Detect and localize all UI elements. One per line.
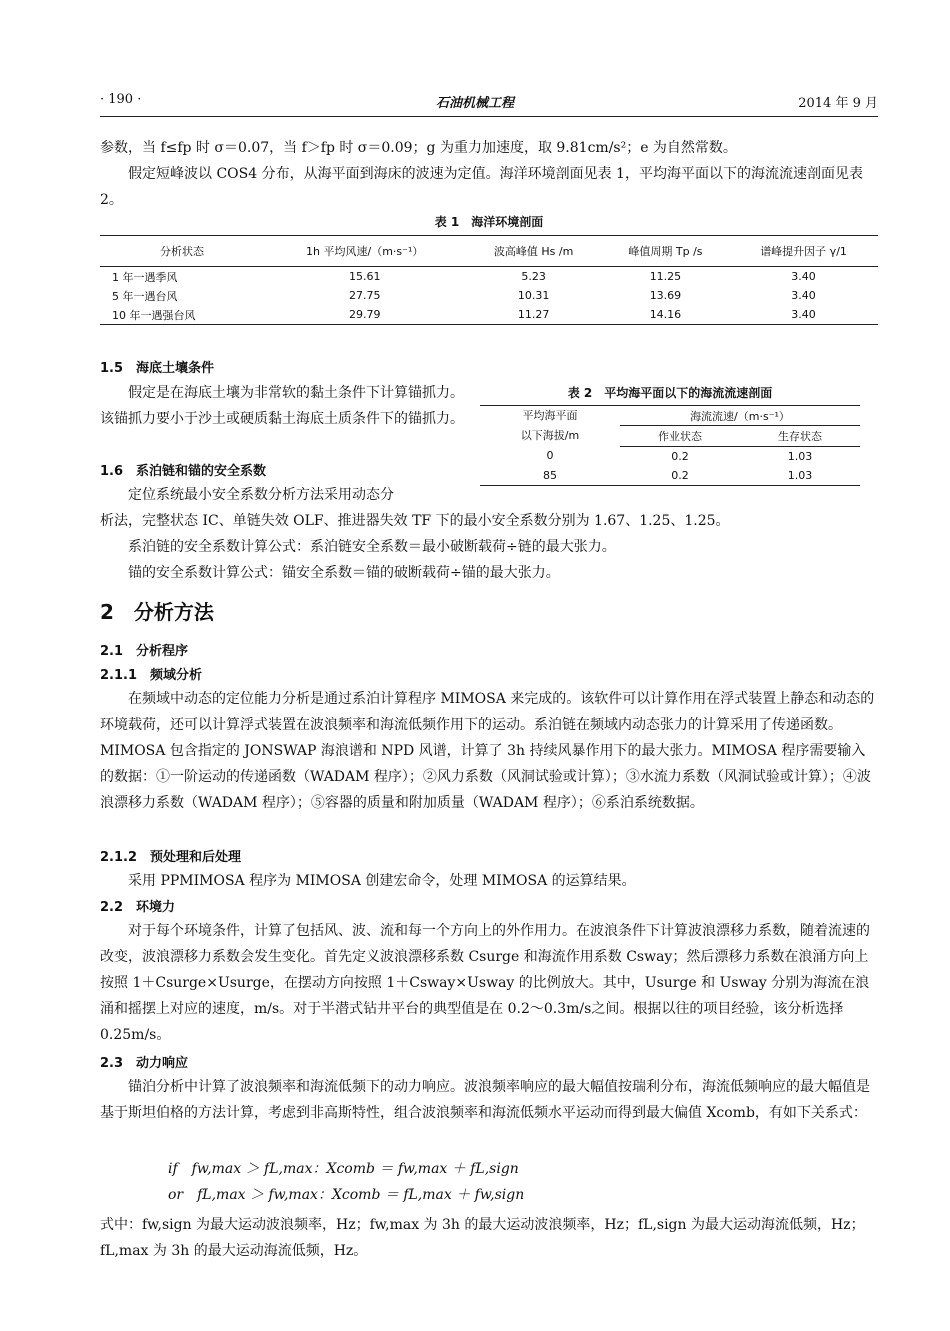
section-1-6-text-start: 定位系统最小安全系数分析方法采用动态分 — [128, 487, 394, 503]
section-2-1-1-title: 2.1.1 频域分析 — [100, 668, 203, 683]
section-2-3-text: 锚泊分析中计算了波浪频率和海流低频下的动力响应。波浪频率响应的最大幅值按瑞利分布，海流低频响应的最大幅值是基于斯坦伯格的方法计算，考虑到非高斯特性，组合波浪频率和海流低频水平运动而得到最大偏值 Xcomb，有如下关系式： — [100, 1079, 870, 1121]
chain-safety-formula: 系泊链的安全系数计算公式：系泊链安全系数＝最小破断载荷÷链的最大张力。 — [128, 539, 616, 555]
table1-cell: 3.40 — [791, 270, 816, 283]
table2-cell: 0 — [546, 449, 554, 463]
table2-cell: 0.2 — [671, 468, 689, 482]
table1-cell: 15.61 — [348, 270, 381, 283]
table1-cell: 10.31 — [517, 289, 550, 302]
table1-cell: 13.69 — [649, 289, 682, 302]
table2-cell: 85 — [543, 468, 557, 482]
table2-cell: 1.03 — [787, 449, 813, 463]
table1-cell: 14.16 — [649, 308, 682, 321]
table-row — [100, 305, 878, 325]
table-row — [480, 466, 860, 486]
section-1-5-text: 假定是在海底土壤为非常软的黏土条件下计算锚抓力。该锚抓力要小于沙土或硬质黏土海底土质条件下的锚抓力。 — [100, 385, 464, 427]
issue-date: 2014 年 9 月 — [798, 96, 878, 111]
section-2-2-text: 对于每个环境条件，计算了包括风、波、流和每一个方向上的外作用力。在波浪条件下计算波浪漂移力系数，随着流速的改变，波浪漂移力系数会发生变化。首先定义波浪漂移系数 Csurge 和海流作用系数 Csway；然后漂移力系数在浪涌方向上按照 1＋Csurge×Usurge，在摆动方向按照 1＋Csway×Usway 的比例放大。其中，Usurge 和 Usway 分别为海流在浪涌和摇摆上对应的速度，m/s。对于半潜式钻井平台的典型值是在 0.2～0.3m/s之间。根据以往的项目经验，该分析选择 0.25m/s。 — [100, 923, 870, 1043]
section-2-1-2-text: 采用 PPMIMOSA 程序为 MIMOSA 创建宏命令，处理 MIMOSA 的运算结果。 — [128, 873, 636, 889]
intro-line: 参数，当 f≤fp 时 σ＝0.07，当 f＞fp 时 σ＝0.09；g 为重力加速度，取 9.81cm/s²；e 为自然常数。 — [100, 140, 737, 156]
table1-cell: 5.23 — [521, 270, 546, 283]
table2-col1-line1: 平均海平面 — [522, 409, 578, 422]
section-2-1-1-text: 在频域中动态的定位能力分析是通过系泊计算程序 MIMOSA 来完成的。该软件可以计算作用在浮式装置上静态和动态的环境载荷，还可以计算浮式装置在波浪频率和海流低频作用下的运动。系泊链在频域内动态张力的计算采用了传递函数。MIMOSA 包含指定的 JONSWAP 海浪谱和 NPD 风谱，计算了 3h 持续风暴作用下的最大张力。MIMOSA 程序需要输入的数据：①一阶运动的传递函数（WADAM 程序）；②风力系数（风洞试验或计算）；③水流力系数（风洞试验或计算）；④波浪漂移力系数（WADAM 程序）；⑤容器的质量和附加质量（WADAM 程序）；⑥系泊系统数据。 — [100, 691, 875, 811]
table2-cell: 0.2 — [671, 449, 689, 463]
section-1-6-title: 1.6 系泊链和锚的安全系数 — [100, 464, 267, 479]
equation-where-clause: 式中：fw,sign 为最大运动波浪频率，Hz；fw,max 为 3h 的最大运动波浪频率，Hz；fL,sign 为最大运动海流低频，Hz；fL,max 为 3h 的最大运动海流低频，Hz。 — [100, 1217, 865, 1259]
section-2-1-title: 2.1 分析程序 — [100, 644, 189, 659]
table1-cell: 1 年一遇季风 — [112, 270, 178, 284]
table2-col1-line2: 以下海拔/m — [520, 429, 580, 442]
table1-cell: 27.75 — [348, 289, 381, 302]
table1-cell: 3.40 — [791, 308, 816, 321]
table1-cell: 11.25 — [649, 270, 682, 283]
table1-header: 峰值周期 Tp /s — [602, 236, 729, 267]
table1-header: 分析状态 — [100, 236, 264, 267]
table-row — [100, 267, 878, 287]
section-2-3-title: 2.3 动力响应 — [100, 1056, 189, 1071]
page-number: · 190 · — [100, 92, 142, 107]
equation-2: or fL,max ＞ fw,max：Xcomb ＝ fL,max ＋ fw,sign — [168, 1187, 525, 1203]
table2-caption: 表 2 平均海平面以下的海流流速剖面 — [567, 386, 773, 400]
table-row — [100, 286, 878, 305]
section-2-2-title: 2.2 环境力 — [100, 900, 176, 915]
table2-subheader: 作业状态 — [620, 426, 740, 446]
table1-cell: 11.27 — [517, 308, 550, 321]
table-row — [480, 446, 860, 466]
header-rule — [100, 116, 878, 117]
anchor-safety-formula: 锚的安全系数计算公式：锚安全系数＝锚的破断载荷÷锚的最大张力。 — [128, 565, 560, 581]
section-1-5-title: 1.5 海底土壤条件 — [100, 361, 215, 376]
table1-header: 波高峰值 Hs /m — [465, 236, 601, 267]
intro-paragraph: 假定短峰波以 COS4 分布，从海平面到海床的波速为定值。海洋环境剖面见表 1，平均海平面以下的海流流速剖面见表 2。 — [100, 166, 863, 208]
table2-group-header: 海流流速/（m·s⁻¹） — [690, 409, 790, 423]
table1-header: 谱峰提升因子 γ/1 — [729, 236, 878, 267]
table2-cell: 1.03 — [787, 468, 813, 482]
table1 — [100, 235, 878, 325]
table1-cell: 10 年一遇强台风 — [112, 308, 196, 322]
table2 — [480, 405, 860, 486]
equation-1: if fw,max ＞ fL,max：Xcomb ＝ fw,max ＋ fL,sign — [168, 1161, 519, 1177]
table1-header: 1h 平均风速/（m·s⁻¹） — [264, 236, 465, 267]
table1-cell: 5 年一遇台风 — [112, 289, 178, 303]
table1-cell: 29.79 — [348, 308, 381, 321]
journal-title: 石油机械工程 — [435, 96, 514, 111]
table2-col1-header — [480, 406, 620, 447]
table2-subheader: 生存状态 — [740, 426, 860, 446]
table1-caption: 表 1 海洋环境剖面 — [434, 215, 544, 229]
section-2-title: 2 分析方法 — [100, 600, 214, 624]
section-1-6-text-cont: 析法，完整状态 IC、单链失效 OLF、推进器失效 TF 下的最小安全系数分别为 1.67、1.25、1.25。 — [100, 513, 730, 529]
table1-cell: 3.40 — [791, 289, 816, 302]
section-2-1-2-title: 2.1.2 预处理和后处理 — [100, 850, 242, 865]
